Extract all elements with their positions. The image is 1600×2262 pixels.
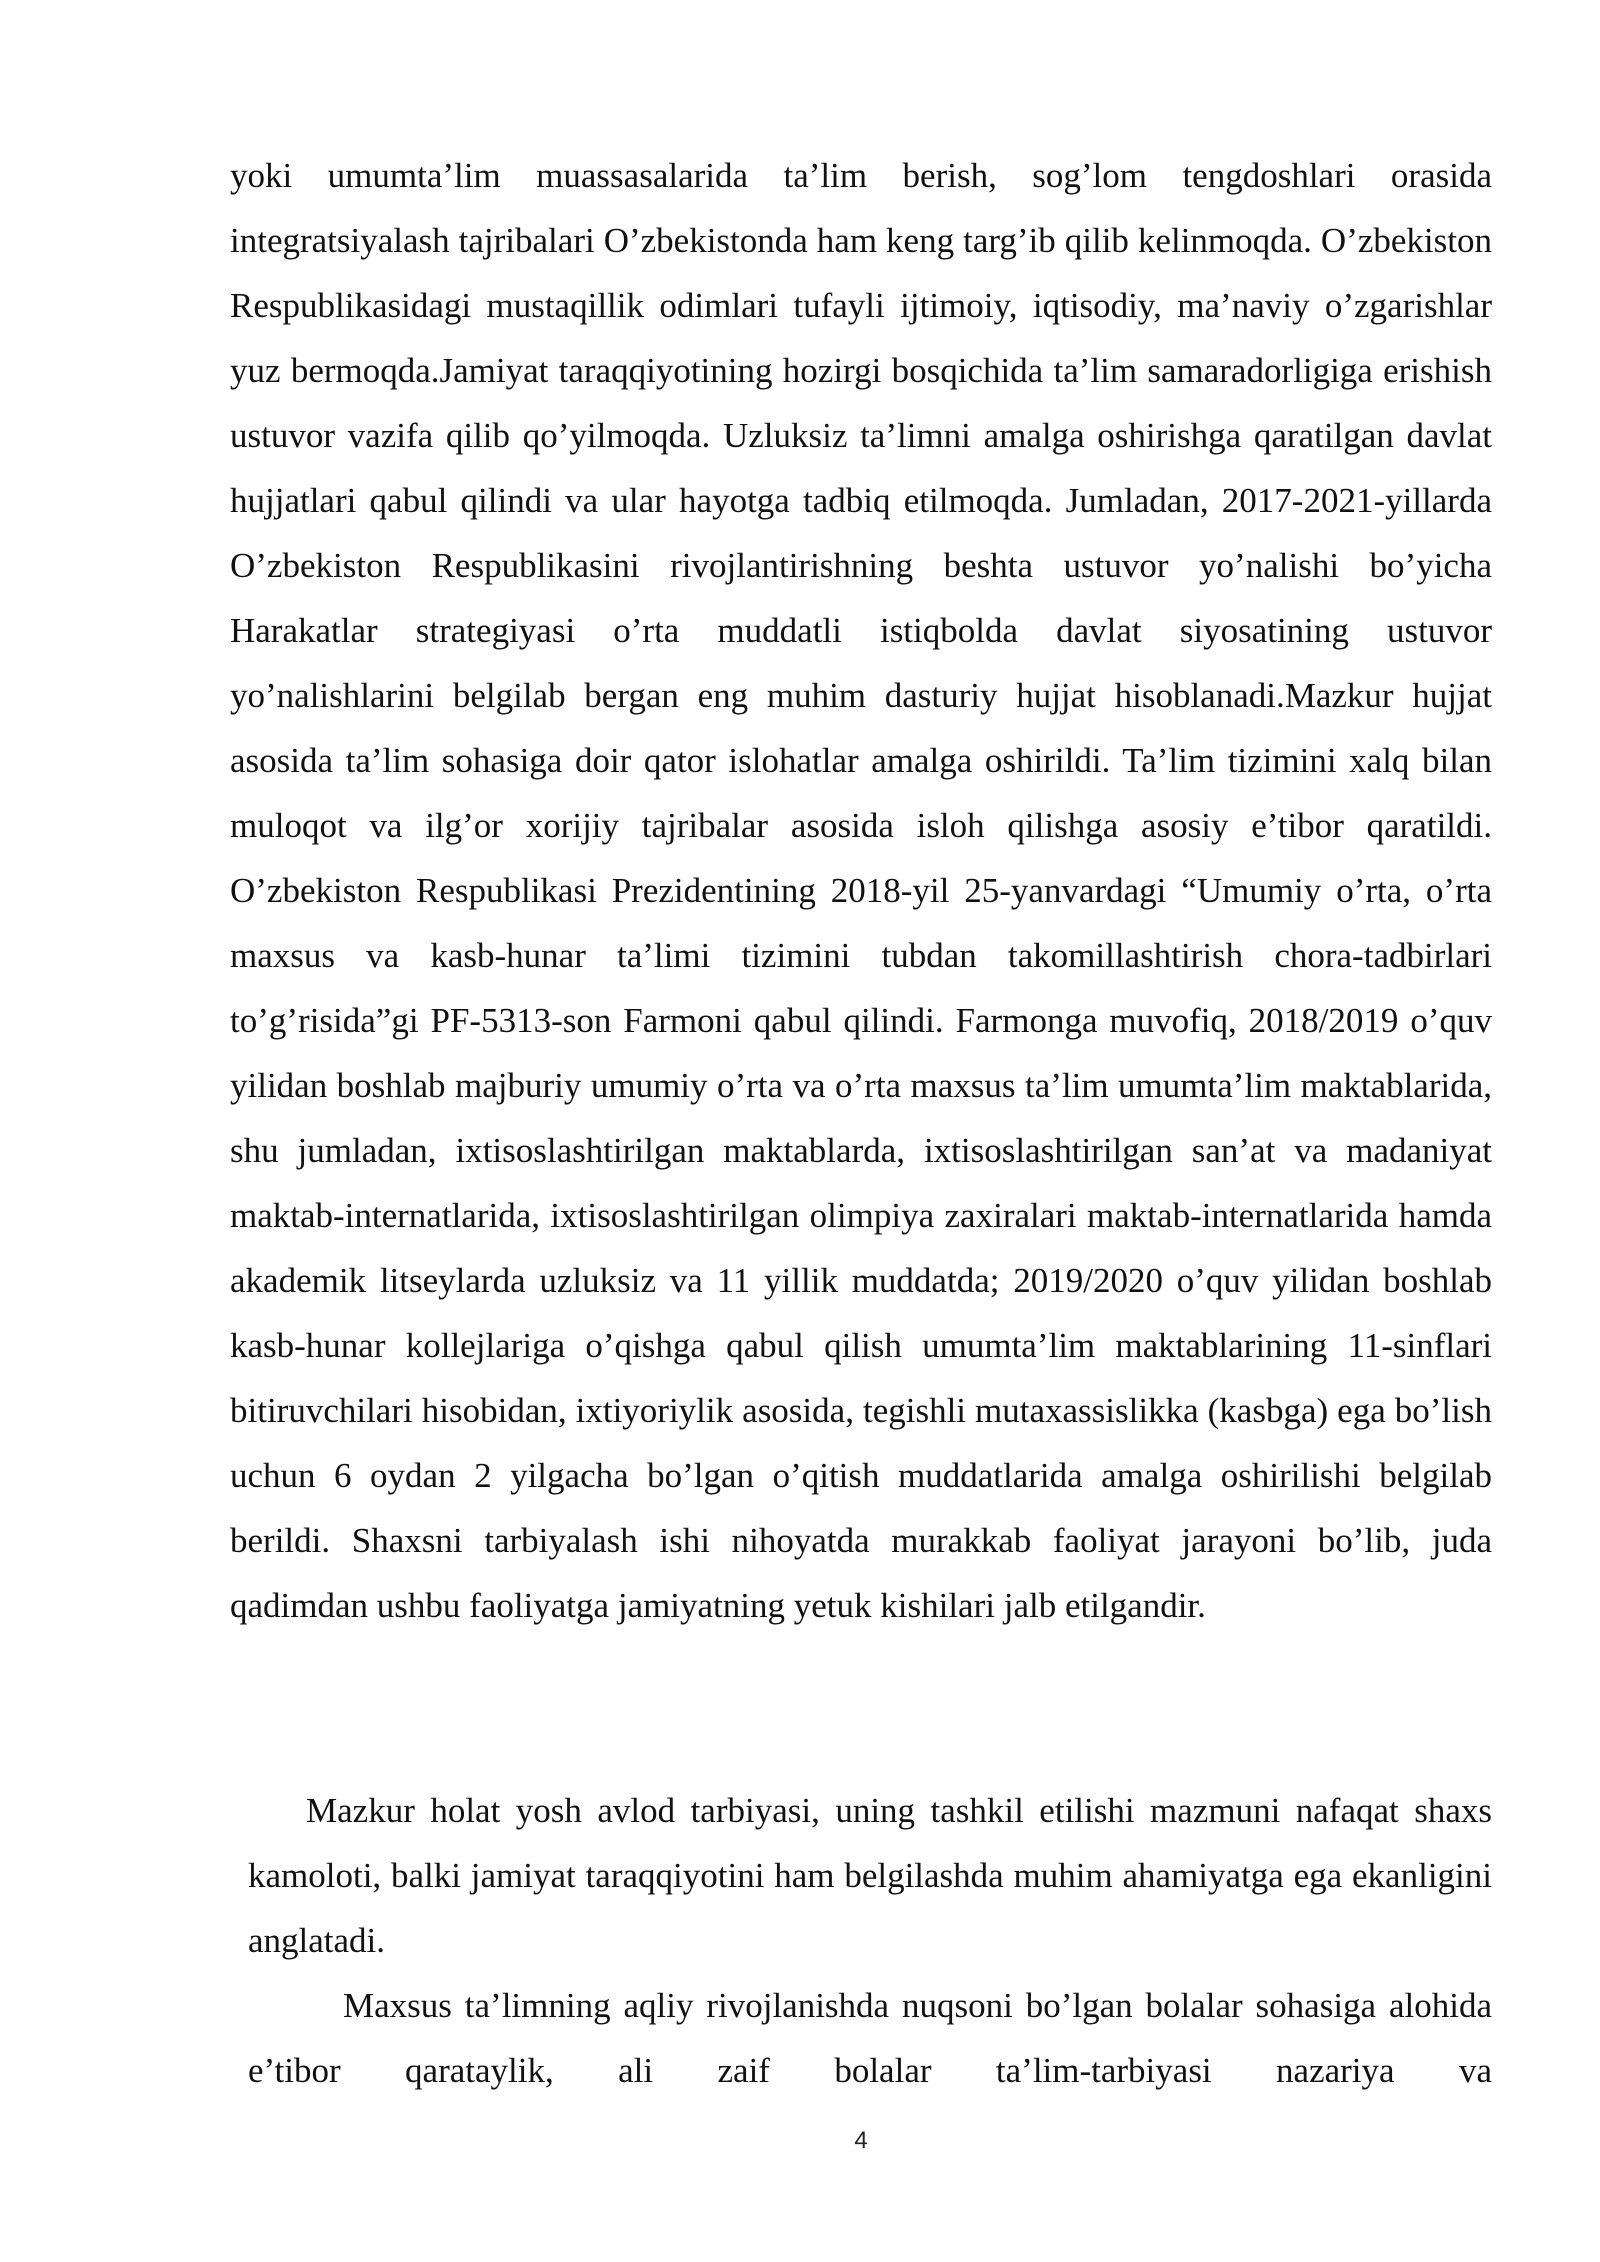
body-paragraph-2: Mazkur holat yosh avlod tarbiyasi, uning tashkil etilishi mazmuni nafaqat shaxs kamoloti, balki jamiyat taraqqiyotini ham belgilashda muhim ahamiyatga ega ekanligini anglatadi. [248,1791,1492,1960]
page-number: 4 [854,2127,868,2154]
body-paragraph-1: yoki umumta’lim muassasalarida ta’lim berish, sog’lom tengdoshlari orasida integratsiyalash tajribalari O’zbekistonda ham keng targ’ib qilib kelinmoqda. O’zbekiston Respublikasidagi mustaqillik odimlari tufayli ijtimoiy, iqtisodiy, ma’naviy o’zgarishlar yuz bermoqda.Jamiyat taraqqiyotining hozirgi bosqichida ta’lim samaradorligiga erishish ustuvor vazifa qilib qo’yilmoqda. Uzluksiz ta’limni amalga oshirishga qaratilgan davlat hujjatlari qabul qilindi va ular hayotga tadbiq etilmoqda. Jumladan, 2017-2021-yillarda O’zbekiston Respublikasini rivojlantirishning beshta ustuvor yo’nalishi bo’yicha Harakatlar strategiyasi o’rta muddatli istiqbolda davlat siyosatining ustuvor yo’nalishlarini belgilab bergan eng muhim dasturiy hujjat hisoblanadi.Mazkur hujjat asosida ta’lim sohasiga doir qator islohatlar amalga oshirildi. Ta’lim tizimini xalq bilan muloqot va ilg’or xorijiy tajribalar asosida isloh qilishga asosiy e’tibor qaratildi. O’zbekiston Respublikasi Prezidentining 2018-yil 25-yanvardagi “Umumiy o’rta, o’rta maxsus va kasb-hunar ta’limi tizimini tubdan takomillashtirish chora-tadbirlari to’g’risida”gi PF-5313-son Farmoni qabul qilindi. Farmonga muvofiq, 2018/2019 o’quv yilidan boshlab majburiy umumiy o’rta va o’rta maxsus ta’lim umumta’lim maktablarida, shu jumladan, ixtisoslashtirilgan maktablarda, ixtisoslashtirilgan san’at va madaniyat maktab-internatlarida, ixtisoslashtirilgan olimpiya zaxiralari maktab-internatlarida hamda akademik litseylarda uzluksiz va 11 yillik muddatda; 2019/2020 o’quv yilidan boshlab kasb-hunar kollejlariga o’qishga qabul qilish umumta’lim maktablarining 11-sinflari bitiruvchilari hisobidan, ixtiyoriylik asosida, tegishli mutaxassislikka (kasbga) ega bo’lish uchun 6 oydan 2 yilgacha bo’lgan o’qitish muddatlarida amalga oshirilishi belgilab berildi. Shaxsni tarbiyalash ishi nihoyatda murakkab faoliyat jarayoni bo’lib, juda qadimdan ushbu faoliyatga jamiyatning yetuk kishilari jalb etilgandir. [230,156,1492,1625]
body-paragraph-3: Maxsus ta’limning aqliy rivojlanishda nuqsoni bo’lgan bolalar sohasiga alohida e’tibor qarataylik, ali zaif bolalar ta’lim-tarbiyasi nazariya va [248,1986,1492,2090]
